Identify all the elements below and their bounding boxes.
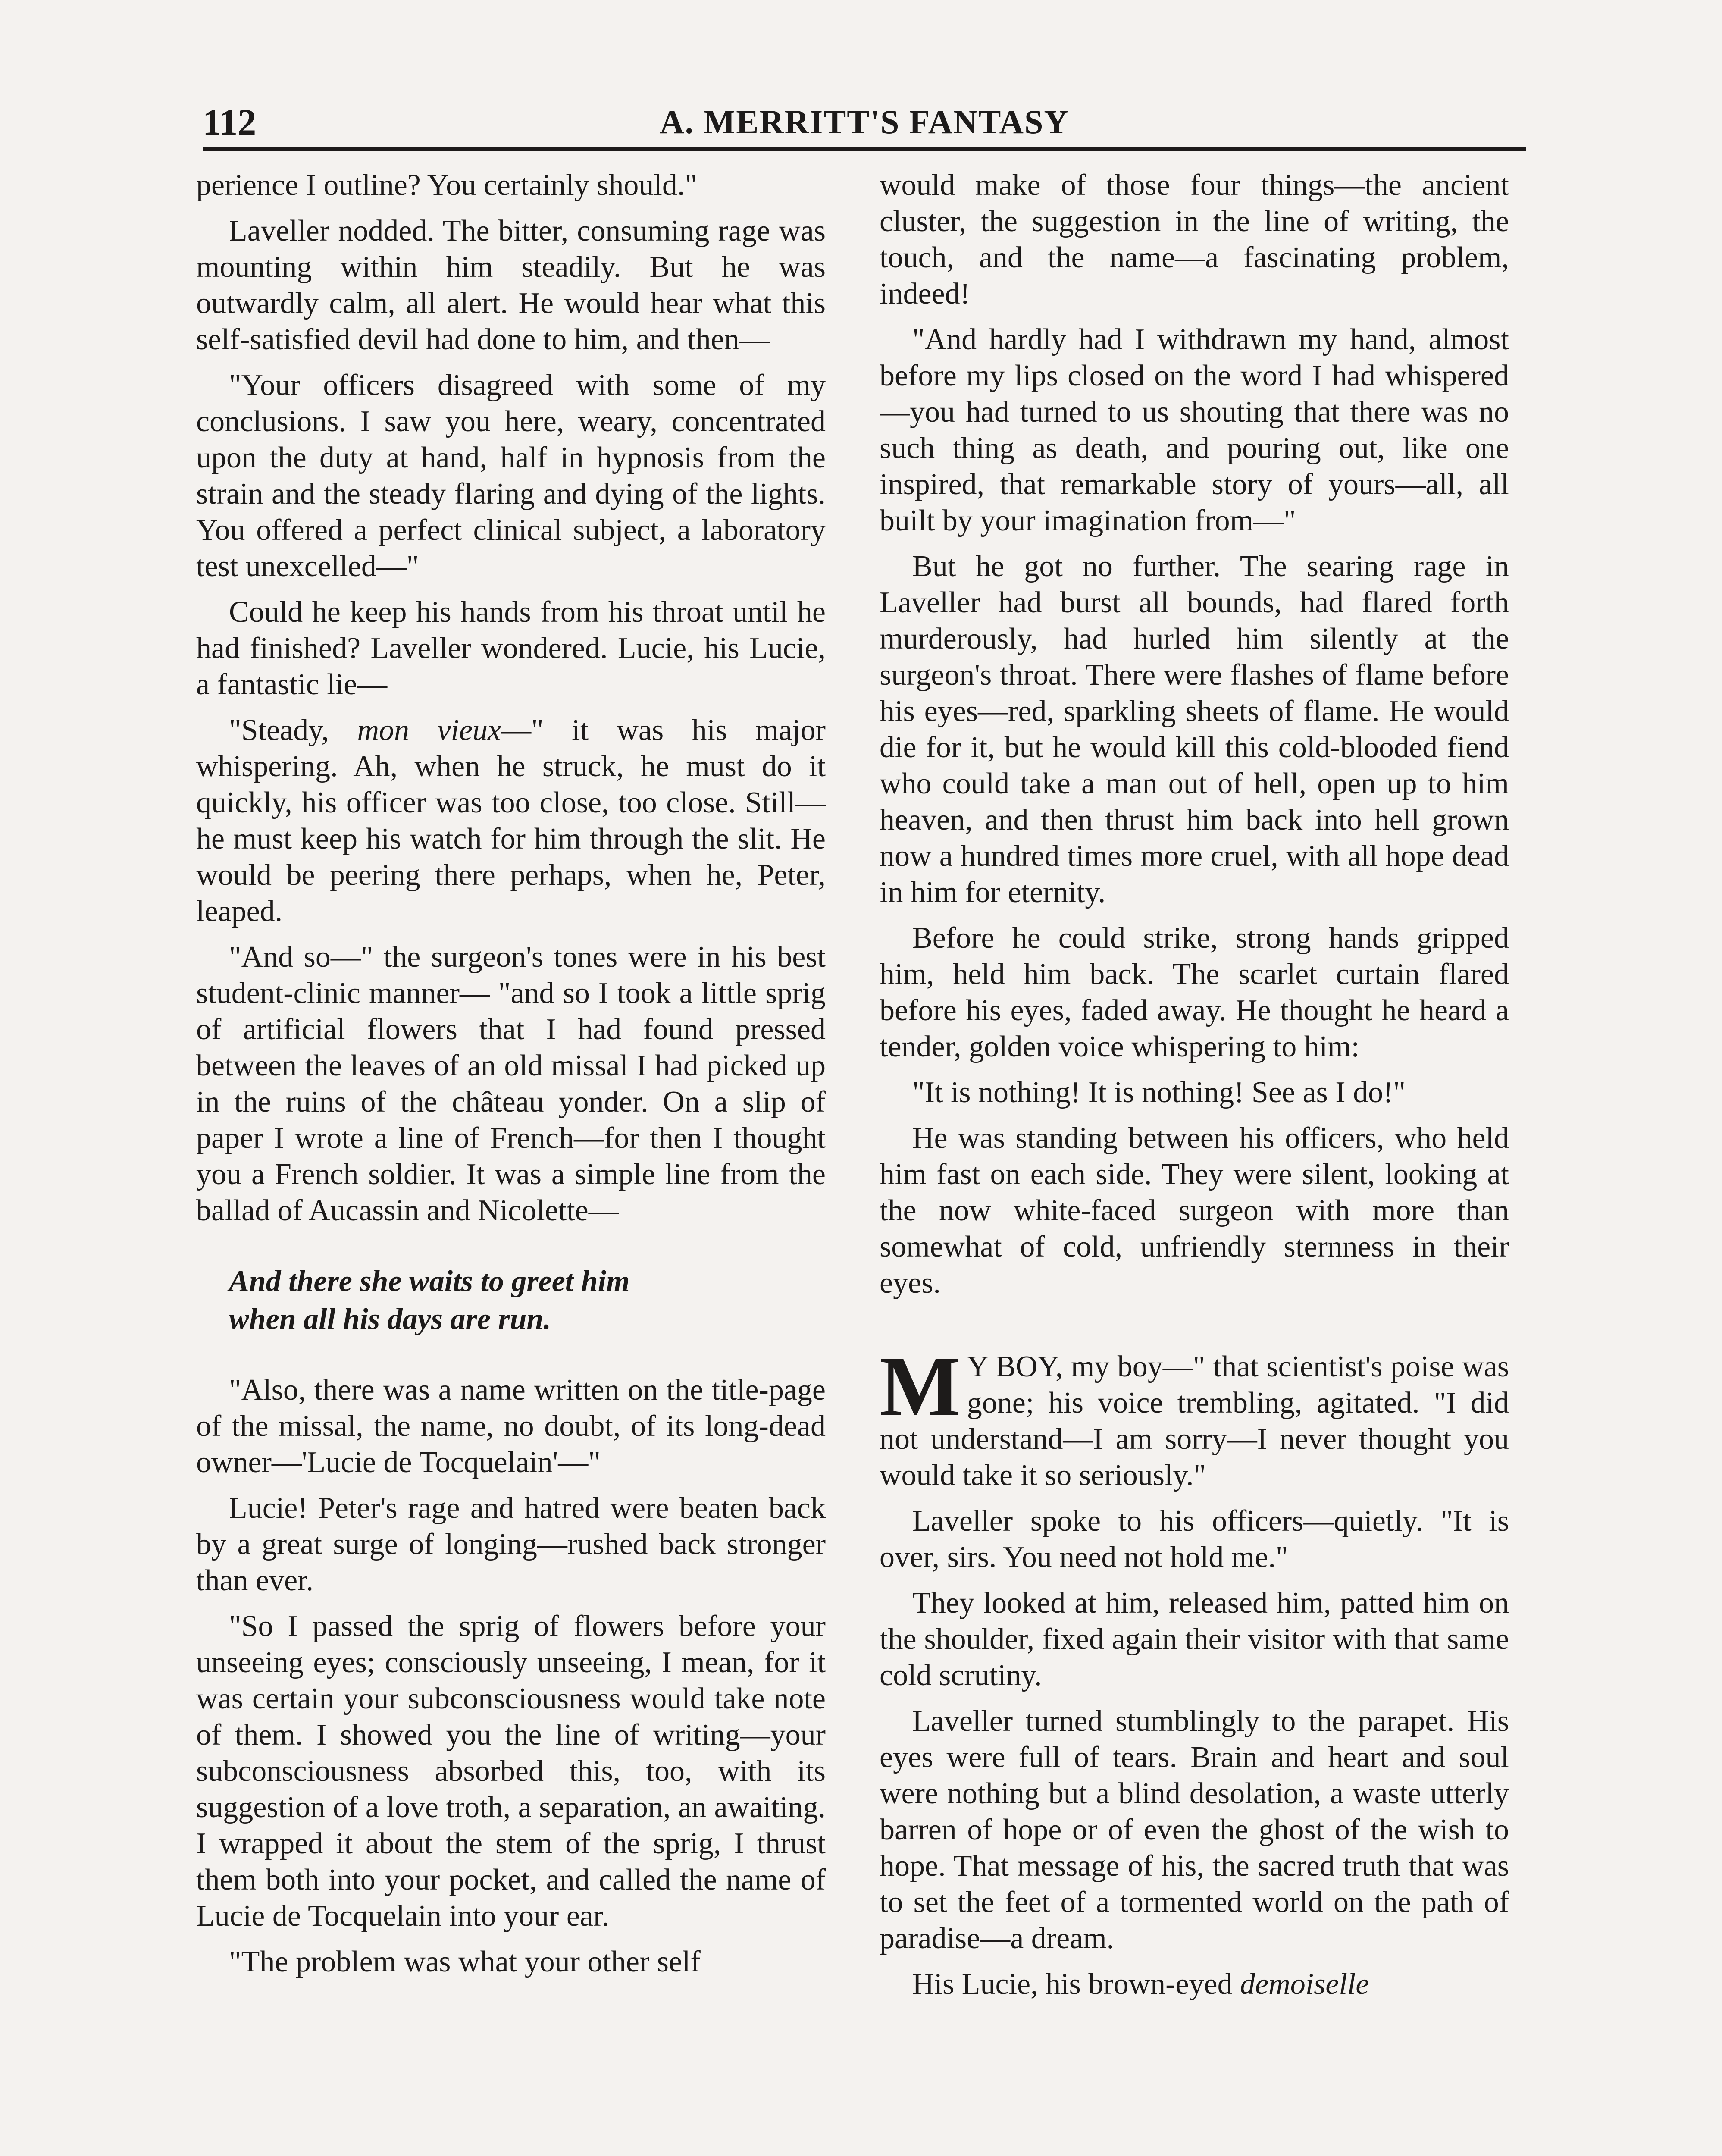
paragraph: Laveller spoke to his officers—quietly. "It is over, sirs. You need not hold me." <box>880 1504 1509 1574</box>
paragraph: "The problem was what your other self <box>229 1945 701 1978</box>
paragraph: would make of those four things—the ancient cluster, the suggestion in the line of writing, the touch, and the name—a fascinating problem, indeed! <box>880 169 1509 310</box>
italic-phrase: mon vieux <box>357 714 501 747</box>
paragraph: "Your officers disagreed with some of my conclusions. I saw you here, weary, concentrated upon the duty at hand, half in hypnosis from the strain and the steady flaring and dying of the lights. You offered a perfect clinical subject, a laboratory test unexcelled—" <box>196 369 826 583</box>
drop-cap: M <box>880 1339 961 1434</box>
running-title: A. MERRITT'S FANTASY <box>660 103 1069 141</box>
text-run: Y BOY, my boy—" that scientist's poise was gone; his voice trembling, agitated. "I did not understand—I am sorry—I never thought you would take it so seriously." <box>880 1350 1509 1492</box>
italic-phrase: demoiselle <box>1240 1968 1369 2001</box>
text-run: —" it was his major whispering. Ah, when he struck, he must do it quickly, his officer was too close, too close. Still—he must keep his watch for him through the slit. He would be peering there perhaps, when he, Peter, leaped. <box>196 714 826 928</box>
paragraph: perience I outline? You certainly should." <box>196 169 697 202</box>
paragraph: Lucie! Peter's rage and hatred were beaten back by a great surge of longing—rushed back stronger than ever. <box>196 1492 826 1597</box>
header-rule <box>203 147 1526 151</box>
paragraph <box>880 1966 1509 2002</box>
page-header <box>203 98 1526 146</box>
paragraph: "And so—" the surgeon's tones were in his best student-clinic manner— "and so I took a little sprig of artificial flowers that I had found pressed between the leaves of an old missal I had picked up in the ruins of the château yonder. On a slip of paper I wrote a line of French—for then I thought you a French soldier. It was a simple line from the ballad of Aucassin and Nicolette— <box>196 940 826 1227</box>
text-run: His Lucie, his brown-eyed <box>912 1968 1240 2001</box>
verse-quote <box>229 1263 826 1338</box>
paragraph: Before he could strike, strong hands gripped him, held him back. The scarlet curtain flared before his eyes, faded away. He thought he heard a tender, golden voice whispering to him: <box>880 921 1509 1063</box>
paragraph: Laveller nodded. The bitter, consuming rage was mounting within him steadily. But he was outwardly calm, all alert. He would hear what this self-satisfied devil had done to him, and then— <box>196 214 826 356</box>
paragraph: "Also, there was a name written on the title-page of the missal, the name, no doubt, of its long-dead owner—'Lucie de Tocquelain'—" <box>196 1373 826 1479</box>
page-number: 112 <box>203 101 257 143</box>
text-run: "Steady, <box>229 714 357 747</box>
paragraph: "It is nothing! It is nothing! See as I do!" <box>912 1076 1406 1109</box>
left-column <box>196 167 826 2156</box>
right-column <box>880 167 1509 2156</box>
paragraph: But he got no further. The searing rage in Laveller had burst all bounds, had flared forth murderously, had hurled him silently at the surgeon's throat. There were flashes of flame before his eyes—red, sparkling sheets of flame. He would die for it, but he would kill this cold-blooded fiend who could take a man out of hell, open up to him heaven, and then thrust him back into hell grown now a hundred times more cruel, with all hope dead in him for eternity. <box>880 550 1509 909</box>
paragraph: "And hardly had I withdrawn my hand, almost before my lips closed on the word I had whispered—you had turned to us shouting that there was no such thing as death, and pouring out, like one inspired, that remarkable story of yours—all, all built by your imagination from—" <box>880 323 1509 537</box>
paragraph: Could he keep his hands from his throat until he had finished? Laveller wondered. Lucie, his Lucie, a fantastic lie— <box>196 595 826 701</box>
verse-line: when all his days are run. <box>229 1303 551 1336</box>
section-opening-paragraph <box>880 1339 1509 1494</box>
paragraph <box>196 712 826 930</box>
paragraph: He was standing between his officers, who held him fast on each side. They were silent, looking at the now white-faced surgeon with more than somewhat of cold, unfriendly sternness in their eyes. <box>880 1122 1509 1300</box>
paragraph: "So I passed the sprig of flowers before your unseeing eyes; consciously unseeing, I mean, for it was certain your subconsciousness would take note of them. I showed you the line of writing—your subconsciousness absorbed this, too, with its suggestion of a love troth, a separation, an awaiting. I wrapped it about the stem of the sprig, I thrust them both into your pocket, and called the name of Lucie de Tocquelain into your ear. <box>196 1610 826 1933</box>
verse-line: And there she waits to greet him <box>229 1265 630 1298</box>
paragraph: Laveller turned stumblingly to the parapet. His eyes were full of tears. Brain and heart and soul were nothing but a blind desolation, a waste utterly barren of hope or of even the ghost of the wish to hope. That message of his, the sacred truth that was to set the feet of a tormented world on the path of paradise—a dream. <box>880 1705 1509 1955</box>
paragraph: They looked at him, released him, patted him on the shoulder, fixed again their visitor with that same cold scrutiny. <box>880 1586 1509 1692</box>
